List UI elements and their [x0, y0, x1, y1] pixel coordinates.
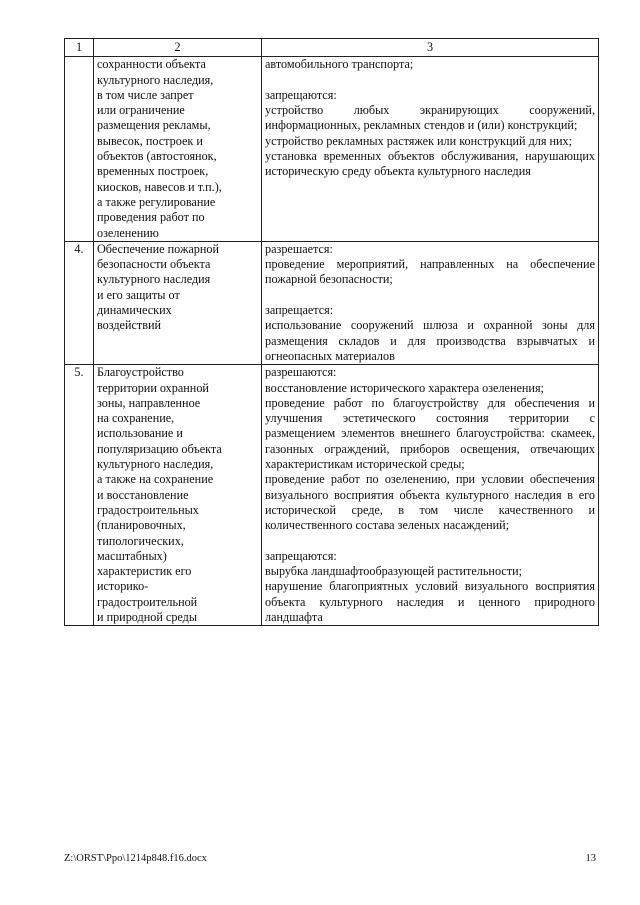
subject-line: и природной среды — [97, 609, 198, 624]
requirement-paragraph: вырубка ландшафтообразующей растительности; — [265, 564, 522, 579]
subject-line: объектов (автостоянок, — [97, 149, 217, 164]
subject-line: динамических — [97, 303, 172, 318]
subject-line: а также регулирование — [97, 194, 216, 209]
requirement-paragraph: устройство рекламных растяжек или конструкций для них; — [265, 133, 573, 148]
requirement-paragraph: восстановление исторического характера озеленения; — [265, 380, 544, 395]
requirement-paragraph: нарушение благоприятных условий визуального восприятия объекта культурного наследия и ценного природного ландшафта — [265, 579, 595, 624]
footer-file-path: Z:\ORST\Ppo\1214p848.f16.docx — [64, 853, 207, 864]
subject-line: а также на сохранение — [97, 472, 214, 487]
protection-subject-cell — [94, 365, 262, 626]
subject-line: временных построек, — [97, 164, 209, 179]
subject-line: (планировочных, — [97, 518, 186, 533]
subject-line: в том числе запрет — [97, 87, 194, 102]
subject-line: использование и — [97, 426, 183, 441]
subject-line: историко- — [97, 579, 149, 594]
subject-line: вывесок, построек и — [97, 133, 203, 148]
paragraph-spacer — [265, 288, 595, 303]
paragraph-spacer — [265, 534, 595, 549]
subject-line: на сохранение, — [97, 411, 175, 426]
subject-line: типологических, — [97, 533, 184, 548]
subject-line: озеленению — [97, 225, 159, 240]
requirement-paragraph: установка временных объектов обслуживания, нарушающих историческую среду объекта культурного наследия — [265, 149, 595, 179]
requirement-paragraph: устройство любых экранирующих сооружений, информационных, рекламных стендов и (или) конструкций; — [265, 103, 595, 133]
row-number — [65, 57, 94, 242]
subject-line: характеристик его — [97, 564, 192, 579]
subject-line: и восстановление — [97, 487, 189, 502]
subject-line: территории охранной — [97, 380, 209, 395]
table-row — [65, 365, 599, 626]
subject-line: безопасности объекта — [97, 257, 211, 272]
requirement-paragraph: запрещаются: — [265, 548, 337, 563]
requirement-paragraph: запрещается: — [265, 303, 334, 318]
subject-line: или ограничение — [97, 103, 185, 118]
requirement-paragraph: проведение мероприятий, направленных на обеспечение пожарной безопасности; — [265, 257, 595, 287]
subject-line: масштабных) — [97, 548, 167, 563]
protection-subject-cell — [94, 241, 262, 364]
requirement-paragraph: автомобильного транспорта; — [265, 57, 414, 72]
requirement-paragraph: разрешаются: — [265, 365, 337, 380]
subject-line: воздействий — [97, 318, 162, 333]
requirement-paragraph: проведение работ по озеленению, при условии обеспечения визуального восприятия объекта культурного наследия в его исторической среде, в том числе качественного и количественного состава зеленых насаждений; — [265, 472, 595, 533]
subject-line: проведения работ по — [97, 210, 205, 225]
requirement-paragraph: проведение работ по благоустройству для обеспечения и улучшения эстетического состояния территории с размещением элементов внешнего благоустройства: скамеек, газонных ограждений, приборов освещения, отвечающих характеристикам исторической среды; — [265, 395, 595, 472]
table-header-row — [65, 39, 599, 57]
subject-line: культурного наследия — [97, 272, 211, 287]
subject-line: сохранности объекта — [97, 57, 206, 72]
protection-subject-cell — [94, 57, 262, 242]
subject-line: Обеспечение пожарной — [97, 241, 220, 256]
regime-requirements-cell — [262, 57, 599, 242]
row-number: 4. — [65, 241, 94, 364]
subject-line: размещения рекламы, — [97, 118, 211, 133]
row-number: 5. — [65, 365, 94, 626]
subject-line: зоны, направленное — [97, 395, 201, 410]
header-col-3: 3 — [262, 39, 599, 57]
regime-requirements-cell — [262, 365, 599, 626]
subject-line: Благоустройство — [97, 365, 184, 380]
header-col-1: 1 — [65, 39, 94, 57]
subject-line: градостроительных — [97, 502, 199, 517]
requirement-paragraph: разрешается: — [265, 241, 333, 256]
regime-requirements-cell — [262, 241, 599, 364]
requirement-paragraph: использование сооружений шлюза и охранной зоны для размещения складов и для производства взрывчатых и огнеопасных материалов — [265, 318, 595, 363]
footer-page-number: 13 — [585, 853, 596, 864]
requirement-paragraph: запрещаются: — [265, 87, 337, 102]
subject-line: киосков, навесов и т.п.), — [97, 179, 222, 194]
subject-line: культурного наследия, — [97, 457, 214, 472]
table-row — [65, 57, 599, 242]
subject-line: популяризацию объекта — [97, 441, 222, 456]
subject-line: культурного наследия, — [97, 72, 214, 87]
regulations-table — [64, 38, 599, 626]
table-row — [65, 241, 599, 364]
subject-line: градостроительной — [97, 594, 198, 609]
subject-line: и его защиты от — [97, 287, 180, 302]
paragraph-spacer — [265, 73, 595, 88]
header-col-2: 2 — [94, 39, 262, 57]
